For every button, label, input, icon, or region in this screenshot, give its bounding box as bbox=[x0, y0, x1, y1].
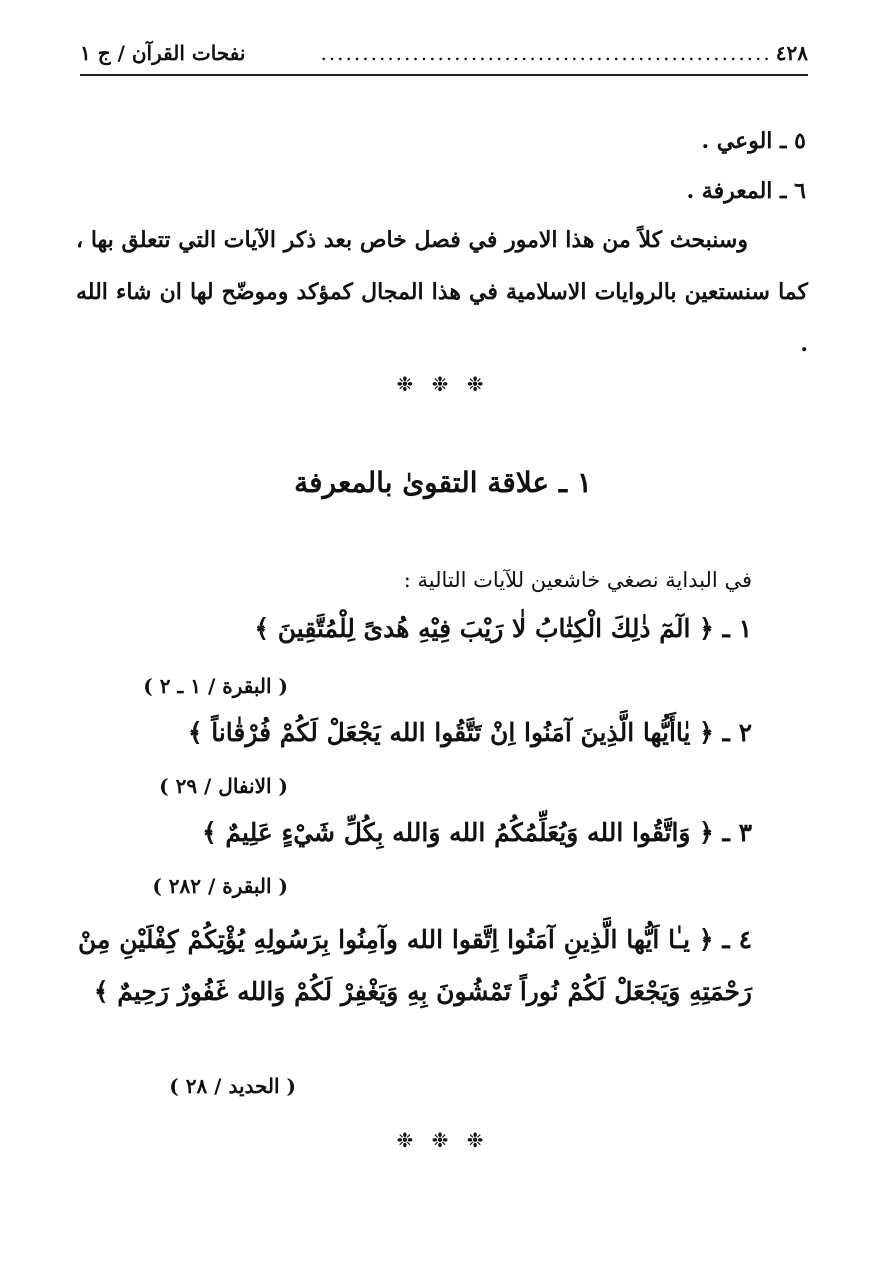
list-item-awareness: ٥ ـ الوعي . bbox=[701, 128, 806, 154]
section-separator-bottom: ❉ ❉ ❉ bbox=[396, 1128, 490, 1152]
book-title: نفحات القرآن / ج ١ bbox=[80, 41, 246, 65]
header-rule bbox=[80, 74, 808, 76]
verse-2: ٢ ـ ﴿ يٰاأَيُّها الَّذِينَ آمَنُوا اِنْ تَتَّقُوا الله يَجْعَلْ لَكُمْ فُرْقٰاناً ﴾ bbox=[187, 718, 752, 747]
verse-3: ٣ ـ ﴿ وَاتَّقُوا الله وَيُعَلِّمُكُمُ الله وَالله بِكُلِّ شَيْءٍ عَلِيمٌ ﴾ bbox=[202, 818, 752, 847]
list-item-knowledge: ٦ ـ المعرفة . bbox=[686, 178, 806, 204]
verse-4: ٤ ـ ﴿ يـٰا اَيُّها الَّذِينِ آمَنُوا اِتَّقوا الله وآمِنُوا بِرَسُولِهِ يُؤْتِكُمْ كِفْلَيْنِ مِنْ رَحْمَتِهِ وَيَجْعَلْ لَكُمْ نُوراً تَمْشُونَ بِهِ وَيَغْفِرْ لَكُمْ وَالله غَفُورٌ رَحِيمٌ ﴾ bbox=[78, 925, 752, 1006]
verse-1: ١ ـ ﴿ الٓمٓ ذٰلِكَ الْكِتٰابُ لٰا رَيْبَ فِيْهِ هُدىً لِلْمُتَّقِينَ ﴾ bbox=[254, 614, 752, 643]
verse-4-reference: ( الحديد / ٢٨ ) bbox=[169, 1074, 296, 1098]
header-leader-dots: ...................................................... bbox=[320, 41, 772, 65]
body-paragraph: وسنبحث كلاً من هذا الامور في فصل خاص بعد ذكر الآيات التي تتعلق بها ، كما سنستعين بالروايات الاسلامية في هذا المجال كمؤكد وموضّح لها ان شاء الله . bbox=[76, 227, 808, 357]
section-title: ١ ـ علاقة التقوىٰ بالمعرفة bbox=[294, 466, 592, 499]
running-header bbox=[80, 38, 808, 68]
section-separator: ❉ ❉ ❉ bbox=[396, 372, 490, 396]
verse-1-reference: ( البقرة / ١ ـ ٢ ) bbox=[143, 674, 288, 698]
verse-3-reference: ( البقرة / ٢٨٢ ) bbox=[152, 874, 288, 898]
intro-line: في البداية نصغي خاشعين للآيات التالية : bbox=[403, 568, 752, 592]
page-number: ٤٢٨ bbox=[775, 41, 808, 65]
verse-2-reference: ( الانفال / ٢٩ ) bbox=[159, 774, 288, 798]
